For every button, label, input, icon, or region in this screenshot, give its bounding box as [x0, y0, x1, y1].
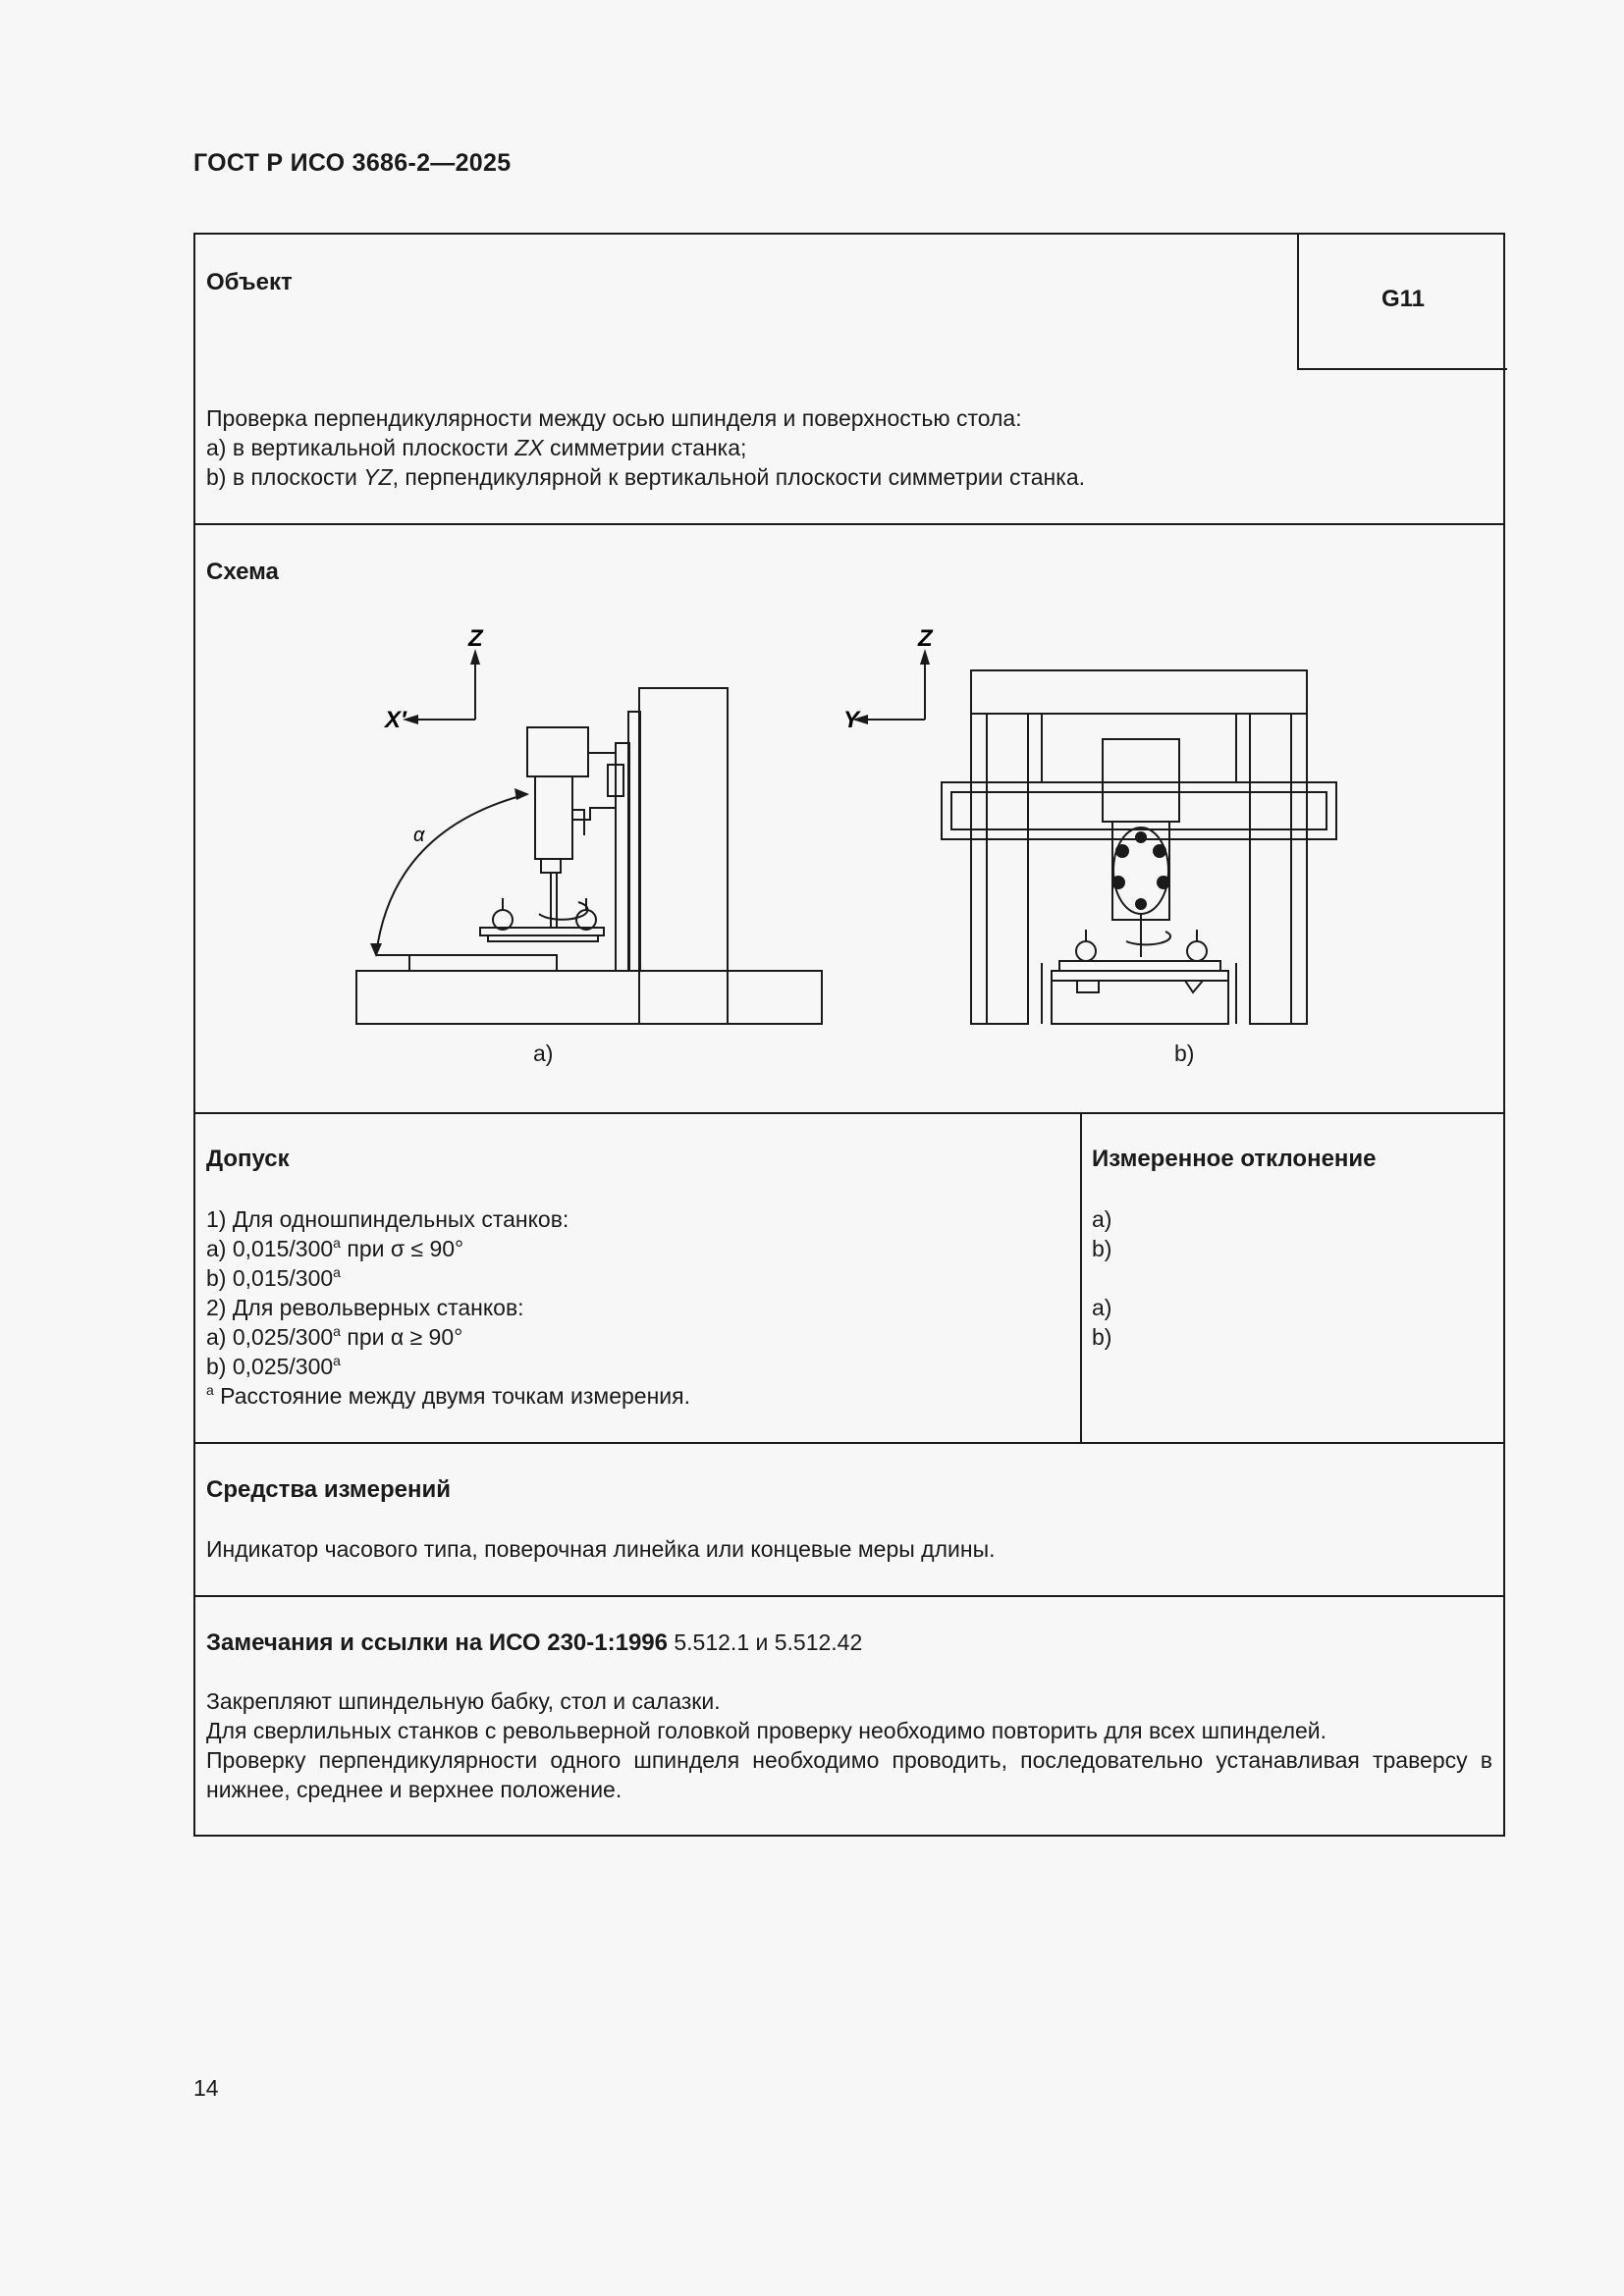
remarks-heading: [206, 1628, 1492, 1658]
page-number: 14: [193, 2075, 219, 2101]
remarks-paragraph: Проверку перпендикулярности одного шпинделя необходимо проводить, последовательно устанавливая траверсу в нижнее, среднее и верхнее положение.: [206, 1747, 1492, 1802]
check-code-box: [1297, 235, 1507, 370]
angle-arrow-top: [514, 788, 529, 800]
column-divider: [1080, 1112, 1082, 1442]
document-header: ГОСТ Р ИСО 3686-2—2025: [193, 149, 512, 177]
tolerance-list: [206, 1204, 1060, 1411]
measured-label: a): [1092, 1206, 1112, 1232]
measured-list: [1092, 1204, 1111, 1352]
figure-a-machine: [356, 663, 822, 1024]
tolerance-line: a) 0,025/300$^a$ при α ≥ 90°: [206, 1323, 463, 1350]
tolerance-line: 2) Для револьверных станков:: [206, 1295, 524, 1320]
axis-z-label-b: Z: [918, 625, 933, 652]
remarks-refs: 5.512.1 и 5.512.42: [667, 1629, 863, 1655]
axis-y-label-b: Y: [843, 707, 860, 733]
instruments-title: Средства измерений: [206, 1476, 452, 1503]
object-description: [206, 403, 1492, 492]
measured-label: b): [1092, 1236, 1112, 1261]
divider: [195, 1112, 1503, 1114]
tolerance-line: a) 0,015/300$^a$ при σ ≤ 90°: [206, 1235, 464, 1261]
tolerance-line: b) 0,025/300$^a$: [206, 1353, 341, 1379]
divider: [195, 1595, 1503, 1597]
measured-label: a): [1092, 1295, 1112, 1320]
measured-label: b): [1092, 1324, 1112, 1350]
axis-x-label-a: X′: [385, 707, 406, 733]
remarks-paragraph: Для сверлильных станков с револьверной головкой проверку необходимо повторить для всех шпинделей.: [206, 1718, 1327, 1743]
object-title: Объект: [206, 269, 293, 295]
check-sheet-table: [193, 233, 1505, 1837]
divider: [195, 1442, 1503, 1444]
scheme-figure: [195, 525, 1503, 1114]
axis-z-label-a: Z: [468, 625, 483, 652]
figure-b-machine: [866, 663, 1336, 1024]
check-code: G11: [1380, 286, 1426, 312]
object-line: b) в плоскости YZ, перпендикулярной к вертикальной плоскости симметрии станка.: [206, 464, 1086, 490]
object-line: a) в вертикальной плоскости ZX симметрии станка;: [206, 435, 747, 460]
figure-b-caption: b): [1174, 1041, 1195, 1066]
figure-a-caption: a): [533, 1041, 554, 1066]
remarks-title: Замечания и ссылки на ИСО 230-1:1996: [206, 1629, 668, 1656]
tolerance-title: Допуск: [206, 1146, 290, 1172]
remarks-body: [206, 1686, 1492, 1804]
tolerance-line: b) 0,015/300$^a$: [206, 1264, 341, 1291]
scheme-title: Схема: [206, 559, 279, 585]
remarks-paragraph: Закрепляют шпиндельную бабку, стол и салазки.: [206, 1688, 721, 1714]
tolerance-footnote: $^a$ Расстояние между двумя точкам измерения.: [206, 1382, 690, 1409]
angle-alpha-label: α: [413, 825, 425, 846]
measured-title: Измеренное отклонение: [1092, 1146, 1377, 1172]
instruments-text: Индикатор часового типа, поверочная линейка или концевые меры длины.: [206, 1536, 996, 1562]
object-line: Проверка перпендикулярности между осью шпинделя и поверхностью стола:: [206, 405, 1022, 431]
tolerance-line: 1) Для одношпиндельных станков:: [206, 1206, 569, 1232]
